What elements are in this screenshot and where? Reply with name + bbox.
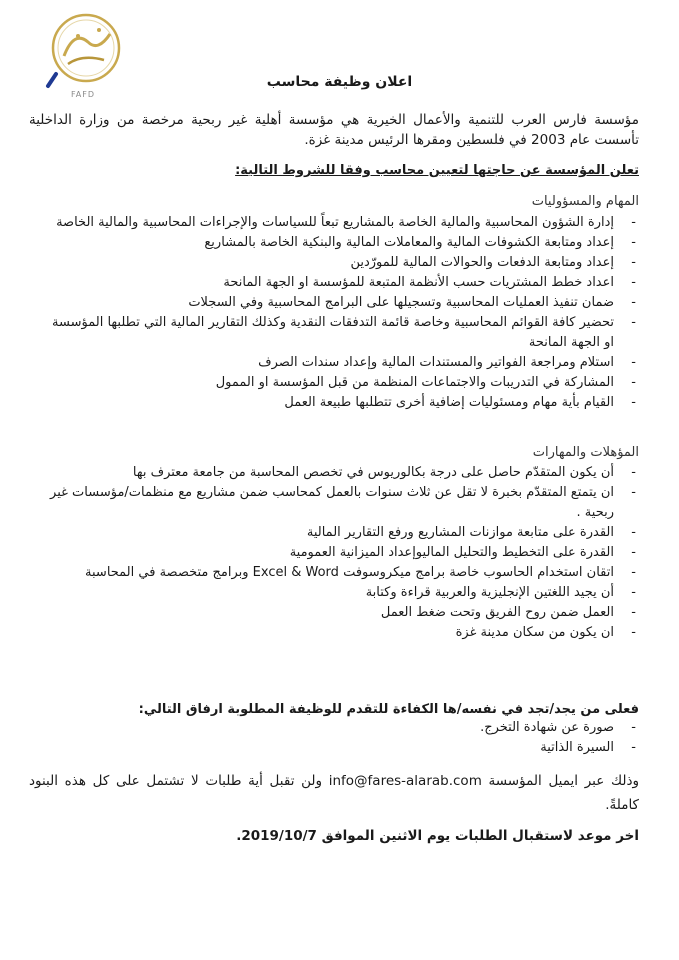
tasks-heading: المهام والمسؤوليات [531, 194, 639, 209]
list-item: - استلام ومراجعة الفواتير والمستندات المالية وإعداد سندات الصرف [258, 355, 636, 370]
list-item: - ان يكون من سكان مدينة غزة [455, 625, 636, 640]
intro-paragraph: مؤسسة فارس العرب للتنمية والأعمال الخيرية هي مؤسسة أهلية غير ربحية مرخصة من وزارة الداخلية تأسست عام 2003 في فلسطين ومقرها الرئيس مدينة غزة. [29, 112, 639, 148]
list-item: - اعداد خطط المشتريات حسب الأنظمة المتبعة للمؤسسة او الجهة المانحة [223, 275, 636, 290]
list-item: - ان يتمتع المتقدّم بخبرة لا تقل عن ثلاث سنوات بالعمل كمحاسب ضمن مشاريع مع منظمات/مؤسسات غير ربحية . [50, 485, 636, 520]
list-item: - العمل ضمن روح الفريق وتحت ضغط العمل [380, 605, 636, 620]
qualifications-list [39, 463, 639, 643]
list-item: - أن يكون المتقدّم حاصل على درجة بكالوريوس في تخصص المحاسبة من جامعة معترف بها [132, 465, 636, 480]
contact-text-after: ولن تقبل أية طلبات لا تشتمل على كل هذه البنود كاملةً. [29, 773, 639, 813]
list-item: - أن يجيد اللغتين الإنجليزية والعربية قراءة وكتابة [365, 585, 636, 600]
list-item: - المشاركة في التدريبات والاجتماعات المنظمة من قبل المؤسسة او الممول [215, 375, 636, 390]
list-item: - القدرة على متابعة موازنات المشاريع ورفع التقارير المالية [306, 525, 636, 540]
required-documents-list [39, 718, 639, 758]
application-instructions: فعلى من يجد/تجد في نفسه/ها الكفاءة للتقدم للوظيفة المطلوبة ارفاق التالي: [138, 702, 639, 717]
tasks-list [39, 213, 639, 413]
qualifications-heading: المؤهلات والمهارات [532, 445, 639, 460]
list-item: - اتقان استخدام الحاسوب خاصة برامج ميكروسوفت Excel & Word وبرامج متخصصة في المحاسبة [85, 565, 636, 580]
deadline-line: اخر موعد لاستقبال الطلبات يوم الاثنين الموافق 2019/10/7. [236, 828, 639, 844]
contact-text-before: وذلك عبر ايميل المؤسسة [488, 773, 640, 789]
list-item: - القدرة على التخطيط والتحليل الماليوإعداد الميزانية العمومية [289, 545, 636, 560]
logo-caption: FAFD [70, 90, 96, 99]
list-item: - القيام بأية مهام ومسئوليات إضافية أخرى تتطلبها طبيعة العمل [284, 395, 636, 410]
list-item: - تحضير كافة القوائم المحاسبية وخاصة قائمة التدفقات النقدية وكذلك التقارير المالية التي تطلبها المؤسسة او الجهة المانحة [52, 315, 636, 350]
organization-logo [42, 12, 124, 112]
list-item: - إعداد ومتابعة الدفعات والحوالات المالية للمورّدين [350, 255, 636, 270]
list-item: - صورة عن شهادة التخرج. [480, 720, 636, 735]
email-link[interactable]: info@fares-alarab.com [328, 773, 482, 789]
contact-paragraph [29, 769, 639, 817]
page-title: اعلان وظيفة محاسب [266, 74, 413, 90]
announcement-line: تعلن المؤسسة عن حاجتها لتعيين محاسب وفقا للشروط التالية: [235, 163, 639, 178]
list-item: - إعداد ومتابعة الكشوفات المالية والمعاملات المالية والبنكية الخاصة بالمشاريع [204, 235, 636, 250]
list-item: - السيرة الذاتية [540, 740, 636, 755]
list-item: - إدارة الشؤون المحاسبية والمالية الخاصة بالمشاريع تبعاً للسياسات والإجراءات المحاسبية والمالية الخاصة [56, 215, 636, 230]
list-item: - ضمان تنفيذ العمليات المحاسبية وتسجيلها على البرامج المحاسبية وفي السجلات [188, 295, 636, 310]
